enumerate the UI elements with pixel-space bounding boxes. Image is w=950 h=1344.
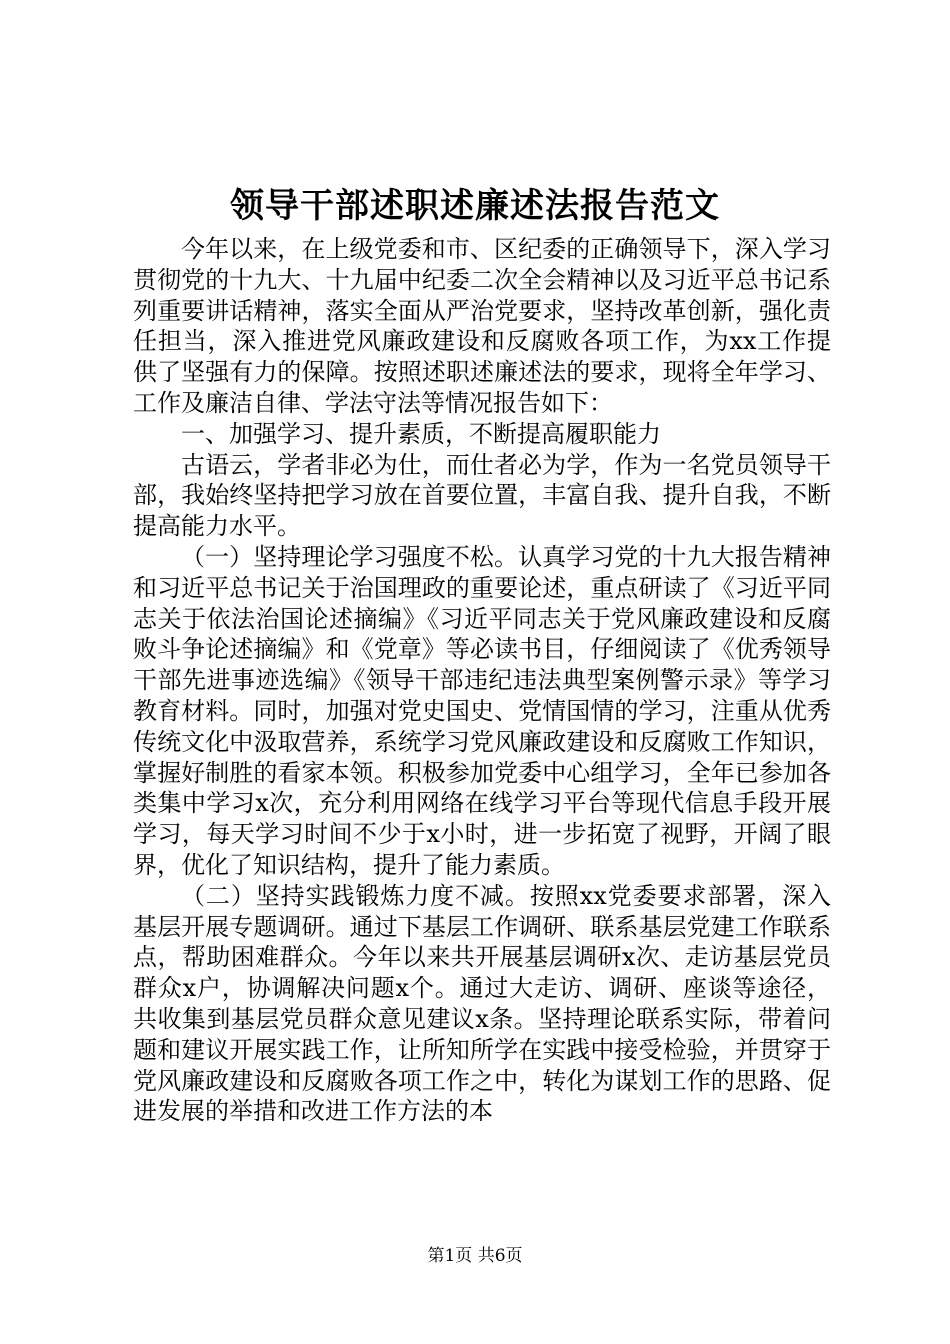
subsection-paragraph-theory: （一）坚持理论学习强度不松。认真学习党的十九大报告精神和习近平总书记关于治国理政的重要论述，重点研读了《习近平同志关于依法治国论述摘编》《习近平同志关于党风廉政建设和反腐败斗争论述摘编》和《党章》等必读书目，仔细阅读了《优秀领导干部先进事迹选编》《领导干部违纪违法典型案例警示录》等学习教育材料。同时，加强对党史国史、党情国情的学习，注重从优秀传统文化中汲取营养，系统学习党风廉政建设和反腐败工作知识，掌握好制胜的看家本领。积极参加党委中心组学习，全年已参加各类集中学习x次，充分利用网络在线学习平台等现代信息手段开展学习，每天学习时间不少于x小时，进一步拓宽了视野，开阔了眼界，优化了知识结构，提升了能力素质。 <box>133 542 831 879</box>
subsection-paragraph-practice: （二）坚持实践锻炼力度不减。按照xx党委要求部署，深入基层开展专题调研。通过下基层工作调研、联系基层党建工作联系点，帮助困难群众。今年以来共开展基层调研x次、走访基层党员群众x户，协调解决问题x个。通过大走访、调研、座谈等途径，共收集到基层党员群众意见建议x条。坚持理论联系实际，带着问题和建议开展实践工作，让所知所学在实践中接受检验，并贯穿于党风廉政建设和反腐败各项工作之中，转化为谋划工作的思路、促进发展的举措和改进工作方法的本 <box>133 881 831 1126</box>
page-number-footer: 第1页 共6页 <box>427 1246 523 1266</box>
document-body <box>133 234 831 1127</box>
section-heading: 一、加强学习、提升素质，不断提高履职能力 <box>181 419 661 448</box>
intro-paragraph: 今年以来，在上级党委和市、区纪委的正确领导下，深入学习贯彻党的十九大、十九届中纪委二次全会精神以及习近平总书记系列重要讲话精神，落实全面从严治党要求，坚持改革创新，强化责任担当，深入推进党风廉政建设和反腐败各项工作，为xx工作提供了坚强有力的保障。按照述职述廉述法的要求，现将全年学习、工作及廉洁自律、学法守法等情况报告如下： <box>133 235 831 417</box>
section-paragraph: 古语云，学者非必为仕，而仕者必为学，作为一名党员领导干部，我始终坚持把学习放在首要位置，丰富自我、提升自我，不断提高能力水平。 <box>133 450 831 541</box>
document-title: 领导干部述职述廉述法报告范文 <box>230 186 720 226</box>
